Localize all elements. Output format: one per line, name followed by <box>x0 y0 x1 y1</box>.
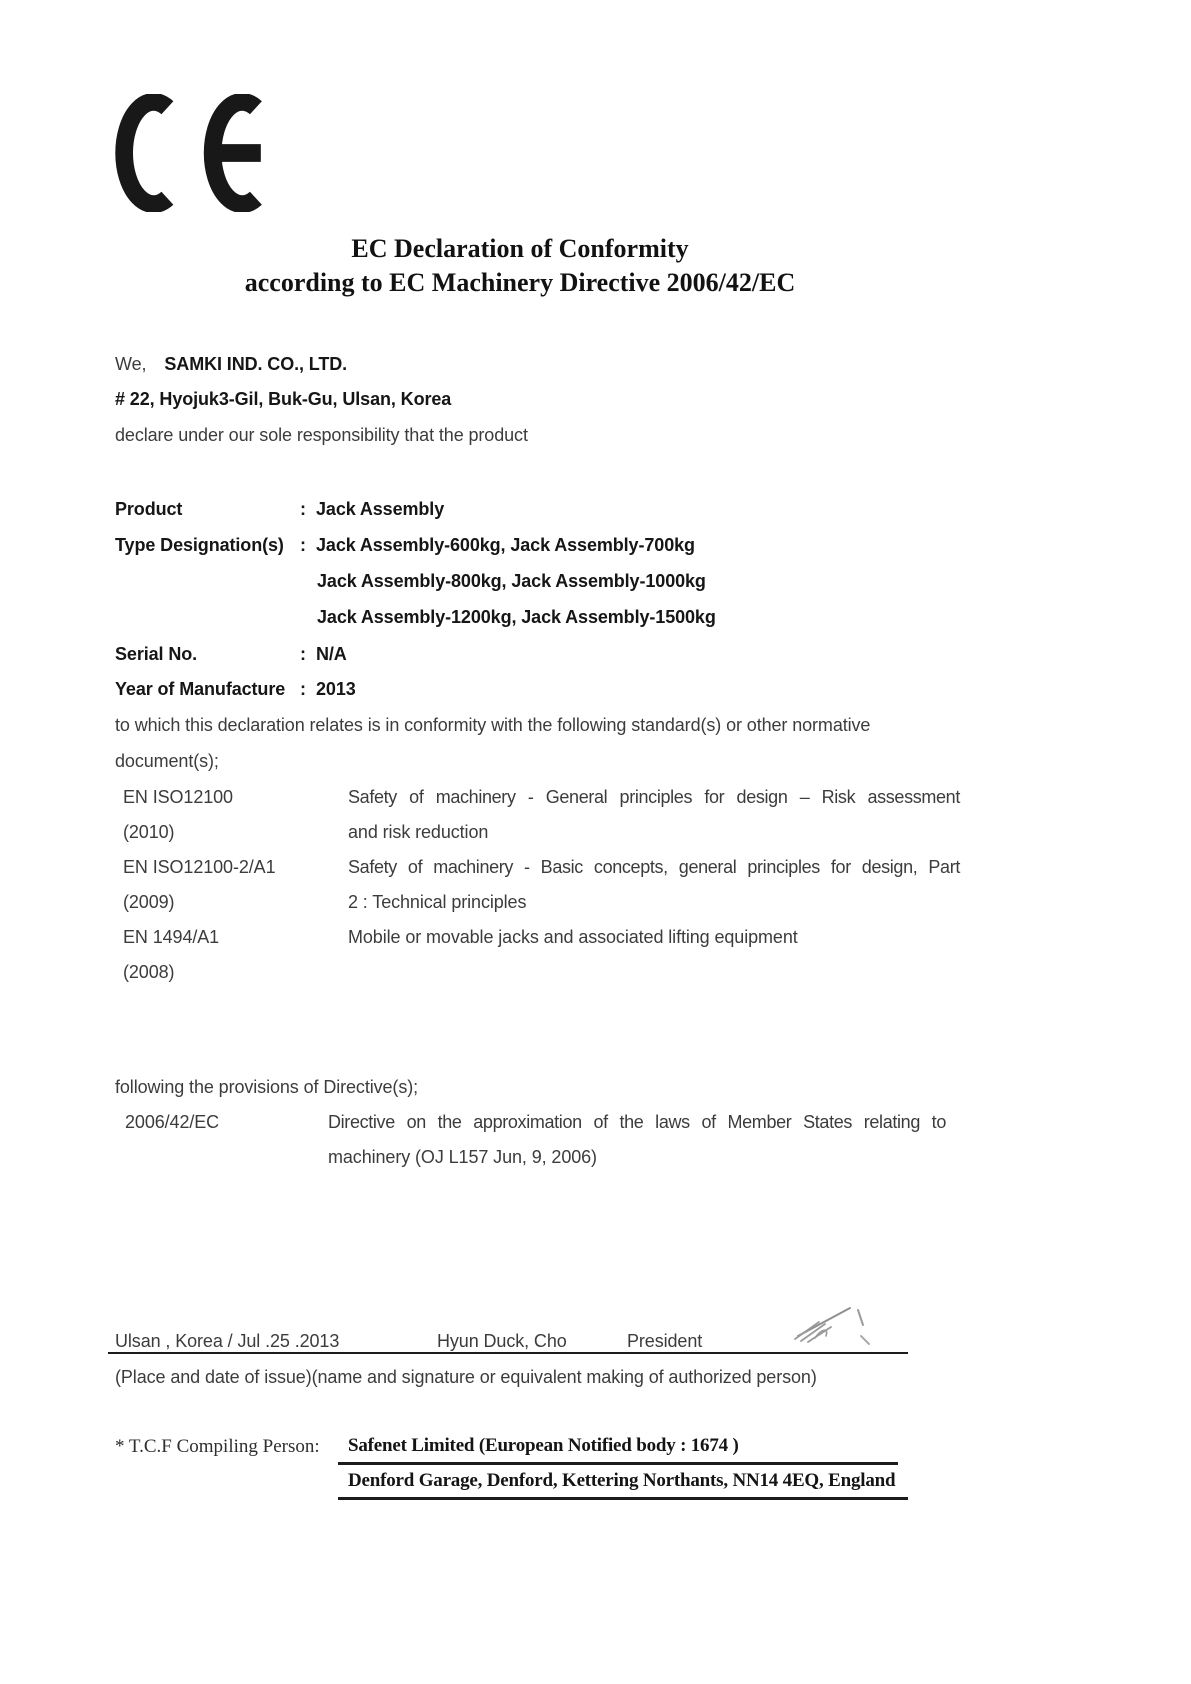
standard-description-line1: Mobile or movable jacks and associated lifting equipment <box>348 927 798 947</box>
conformity-intro-line1: to which this declaration relates is in conformity with the following standard(s) or other normative <box>115 715 871 735</box>
standard-year: (2010) <box>123 822 175 842</box>
year-value: 2013 <box>316 679 356 699</box>
product-label: Product <box>115 499 183 519</box>
type-designation-value-3: Jack Assembly-1200kg, Jack Assembly-1500kg <box>317 607 716 627</box>
directives-intro: following the provisions of Directive(s); <box>115 1077 419 1097</box>
type-designation-value-2: Jack Assembly-800kg, Jack Assembly-1000kg <box>317 571 706 591</box>
standard-description-line1: Safety of machinery - General principles for design – Risk assessment <box>348 787 960 807</box>
standard-description-line1: Safety of machinery - Basic concepts, general principles for design, Part <box>348 857 960 877</box>
tcf-company-address: Denford Garage, Denford, Kettering Northants, NN14 4EQ, England <box>348 1470 896 1491</box>
year-row <box>115 672 356 707</box>
product-value: Jack Assembly <box>316 499 445 519</box>
directive-description-line1: Directive on the approximation of the laws of Member States relating to <box>328 1112 946 1132</box>
product-row <box>115 492 444 527</box>
type-designation-colon: : <box>300 535 306 555</box>
year-label: Year of Manufacture <box>115 679 286 699</box>
product-colon: : <box>300 499 306 519</box>
tcf-company-underline <box>338 1462 898 1465</box>
directive-code: 2006/42/EC <box>125 1112 220 1132</box>
standard-year: (2009) <box>123 892 175 912</box>
company-line <box>115 347 347 382</box>
ce-mark-icon <box>112 94 270 212</box>
standard-description-line2: 2 : Technical principles <box>348 892 527 912</box>
serial-colon: : <box>300 644 306 664</box>
tcf-address-underline <box>338 1497 908 1500</box>
company-name: SAMKI IND. CO., LTD. <box>164 354 348 374</box>
we-prefix: We, <box>115 354 147 374</box>
document-title-line1: EC Declaration of Conformity <box>351 234 689 263</box>
tcf-compiling-person-label: * T.C.F Compiling Person: <box>115 1436 320 1457</box>
serial-row <box>115 637 347 672</box>
standard-description-line2: and risk reduction <box>348 822 489 842</box>
standard-code: EN ISO12100 <box>123 787 233 807</box>
serial-value: N/A <box>316 644 347 664</box>
document-title-line2: according to EC Machinery Directive 2006/42/EC <box>244 268 796 297</box>
conformity-intro-line2: document(s); <box>115 751 219 771</box>
company-address: # 22, Hyojuk3-Gil, Buk-Gu, Ulsan, Korea <box>115 389 452 409</box>
standard-year: (2008) <box>123 962 175 982</box>
standard-code: EN 1494/A1 <box>123 927 220 947</box>
serial-label: Serial No. <box>115 644 198 664</box>
standard-code: EN ISO12100-2/A1 <box>123 857 276 877</box>
type-designation-label: Type Designation(s) <box>115 535 284 555</box>
signatory-role: President <box>627 1331 703 1351</box>
signature-caption: (Place and date of issue)(name and signature or equivalent making of authorized person) <box>115 1367 817 1387</box>
year-colon: : <box>300 679 306 699</box>
tcf-company: Safenet Limited (European Notified body : 1674 ) <box>348 1435 739 1456</box>
directive-description-line2: machinery (OJ L157 Jun, 9, 2006) <box>328 1147 597 1167</box>
handwritten-signature-icon <box>788 1298 880 1354</box>
type-designation-row <box>115 528 695 563</box>
declaration-statement: declare under our sole responsibility that the product <box>115 425 528 445</box>
signature-underline <box>108 1352 908 1354</box>
type-designation-value-1: Jack Assembly-600kg, Jack Assembly-700kg <box>316 535 695 555</box>
signature-place-date: Ulsan , Korea / Jul .25 .2013 <box>115 1331 340 1351</box>
signatory-name: Hyun Duck, Cho <box>437 1331 567 1351</box>
